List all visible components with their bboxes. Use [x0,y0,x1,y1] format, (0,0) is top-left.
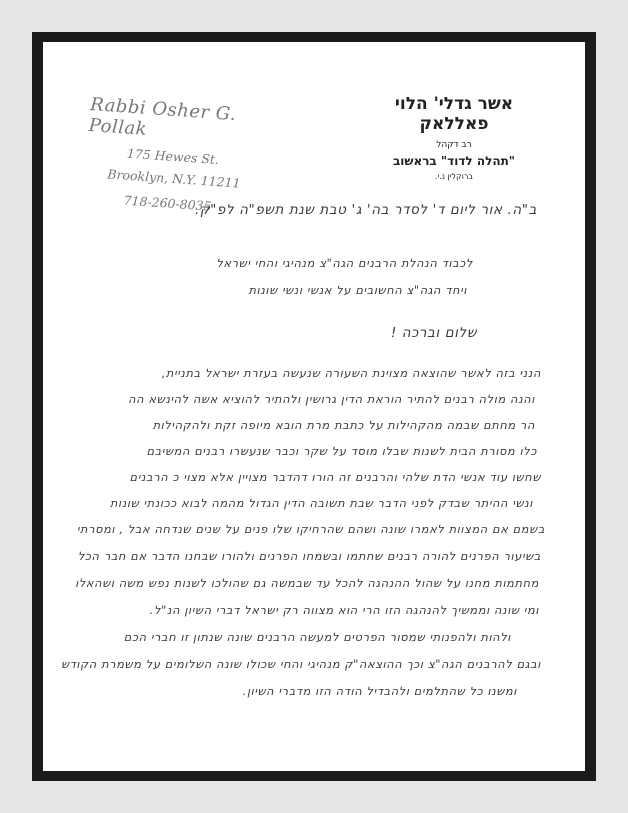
body-line: הנני בזה לאשר שהוצאה מצוינת השעורה שנעשה בעזרת ישראל בתניית, [161,366,541,380]
body-line: ומשנו כל שהתלמים ולהבדיל הודה הזו מדברי השיון. [242,684,517,698]
hebrew-congregation: "תהלה לדוד" בראשוב [392,154,516,168]
body-line: בשיעור הפרנים להורה רבנים שחתמו ובשמחו הפרנים ולהורו שבחנו הדבר אם חבר הכל [77,549,541,563]
body-line: ונשי ההיתר שבדק לפני הדבר שבת תשובה הדין הגדול מהמה לבוא ככונתי שונות [109,496,533,510]
greeting: שלום וברכה ! [390,325,477,341]
city-address: Brooklyn, N.Y. 11211 [106,166,241,191]
hebrew-rabbi-name: אשר גדלי' הלוי פאללאק [394,94,514,134]
hebrew-city: ברוקלין נ.י. [434,172,474,181]
body-line: שחשו עוד אנשי הדת שלהי והרבנים זה הורו דהדבר מצויין אלא מצוי כ הרבנים [129,470,541,484]
street-address: 175 Hewes St. [126,145,220,168]
hebrew-rabbi-title: רב דקהל [436,140,472,150]
letter-date: ב"ה. אור ליום ד' לסדר בה' ג' טבת שנת תשפ"ה לפ"ק. [195,202,537,218]
rabbi-name: Rabbi Osher G. Pollak [88,94,237,140]
body-line: כלו מסורת הבית לשנות שבלו מוסד על שקר וכבר שנעשרו רבנים המשיבם [146,444,537,458]
body-line: והנה מולה רבנים להתיר הוראת הדין גרושין ולהתיר להוציא אשה להינשא הה [128,392,535,406]
hebrew-letterhead [359,94,549,181]
body-line: בשמם אם המצוות לאמרו שונה ושהם שהרחיקו שלו פנים על שנים שנדחה אבל , ומסרתי [76,522,545,536]
english-letterhead [83,94,260,217]
address-line: לכבוד הנהלת הרבנים הגה"צ מנהיגי והחי ישראל [216,256,473,270]
address-line: ויחד הגה"צ החשובים על אנשי ונשי שונות [248,283,467,297]
body-line: מחתמות מחנו על שהול ההנהגה להכל עד שבמשה גם שהולכו לשנות נפש משה ושהאלו [75,576,539,590]
body-line: ולהות ולהפנותי שמסור הפרטים למעשה הרבנים שונה שנתון זו חברי הכם [123,630,511,644]
body-line: הר מחתם שבמה מהקהילות על כתבת מרת הובא מיופה זקת ולהקהילות [152,418,535,432]
body-line: ומי שונה וממשיך להנהגה הזו הרי הוא מצווה רק ישראל דברי השיון הנ"ל. [149,603,539,617]
letter-page [43,42,585,771]
body-line: ובגם להרבנים הגה"צ וכך ההוצאה"ק מנהיגי והחי שכולו שונה השלומים על משמרת הקודש [60,657,541,671]
phone-number: 718-260-8035 [123,192,212,214]
